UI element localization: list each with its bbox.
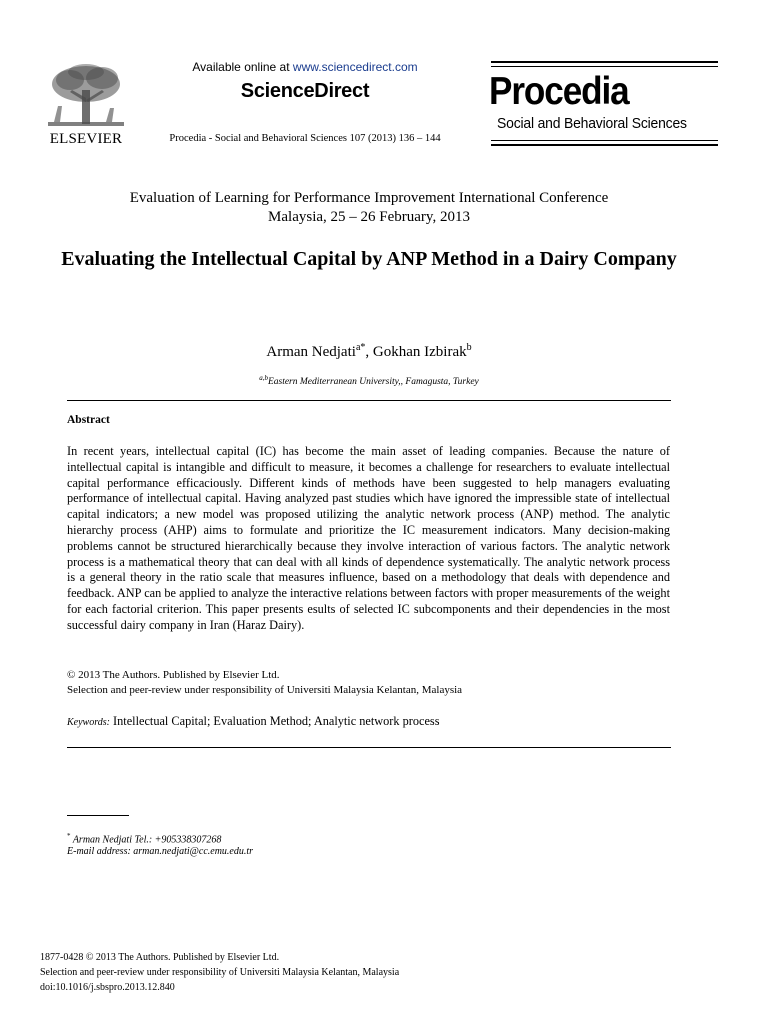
procedia-title: Procedia [489, 70, 629, 113]
footnote-email: E-mail address: arman.nedjati@cc.emu.edu.tr [67, 846, 254, 857]
abstract-rule-top [67, 400, 671, 401]
sciencedirect-brand: ScienceDirect [240, 80, 370, 102]
authors [0, 342, 738, 361]
sciencedirect-link[interactable]: www.sciencedirect.com [292, 60, 418, 74]
footnote-contact [67, 832, 221, 845]
abstract-heading: Abstract [67, 414, 110, 426]
affiliation-text: Eastern Mediterranean University,, Famagusta, Turkey [267, 377, 479, 388]
elsevier-wordmark: ELSEVIER [49, 131, 123, 147]
author-2: Gokhan Izbirak [372, 344, 467, 360]
paper-title: Evaluating the Intellectual Capital by ANP Method in a Dairy Company [61, 248, 677, 270]
keywords-label: Keywords: [67, 717, 110, 728]
footer-peer-review: Selection and peer-review under responsibility of Universiti Malaysia Kelantan, Malaysia [40, 967, 400, 978]
procedia-rule-bottom [491, 144, 718, 146]
affiliation-marker: a,b [259, 374, 268, 382]
conference-location-date: Malaysia, 25 – 26 February, 2013 [268, 209, 470, 225]
procedia-rule-bottom-thin [491, 140, 718, 141]
footer-issn: 1877-0428 © 2013 The Authors. Published by Elsevier Ltd. [40, 952, 280, 963]
journal-reference: Procedia - Social and Behavioral Sciences 107 (2013) 136 – 144 [169, 133, 441, 144]
peer-review-line: Selection and peer-review under responsibility of Universiti Malaysia Kelantan, Malaysia [67, 684, 463, 696]
procedia-rule-top [491, 61, 718, 63]
keywords-text: Intellectual Capital; Evaluation Method; Analytic network process [109, 714, 440, 728]
abstract-body: In recent years, intellectual capital (IC) has become the main asset of leading companies. Because the nature of intellectual capital is intangible and difficult to measure, it becomes a challenge for researchers to evaluate intellectual capital performance efficaciously. Different kinds of methods have been suggested to help managers evaluating performance of intellectual capital. Having analyzed past studies which have ignored the impressible state of intellectual capital indicators; a new model was proposed utilizing the analytic network process (ANP) method. The analytic hierarchy process (AHP) aims to formulate and prioritize the IC measurement indicators. Many decision-making problems cannot be structured hierarchically because they involve interaction of various factors. The analytic network process is a mathematical theory that can deal with all kinds of dependence systematically. The analytic network process is a general theory in the ratio scale that measures influence, based on a methodology that deals with dependence and feedback. ANP can be applied to analyze the interactive relations between factors with proper measurements of the weight for each factorial criterion. This paper presents esults of selected IC subcomponents and their dependencies in the most successful dairy company in Iran (Haraz Dairy). [67, 444, 670, 632]
author-1: Arman Nedjati [266, 344, 356, 360]
copyright-line: © 2013 The Authors. Published by Elsevier Ltd. [67, 669, 280, 681]
conference-name: Evaluation of Learning for Performance Improvement International Conference [129, 190, 609, 206]
footnote-rule [67, 815, 129, 816]
footer-doi[interactable]: doi:10.1016/j.sbspro.2013.12.840 [40, 982, 175, 993]
author-1-marker: a* [355, 342, 366, 353]
abstract-rule-bottom [67, 747, 671, 748]
author-separator: , [365, 344, 373, 360]
affiliation [0, 374, 738, 387]
author-2-marker: b [466, 342, 472, 353]
available-online-text [150, 60, 460, 74]
keywords [67, 714, 440, 729]
footnote-marker: * [67, 832, 71, 840]
procedia-subtitle: Social and Behavioral Sciences [497, 115, 687, 132]
available-prefix: Available online at [192, 60, 293, 74]
footnote-contact-text: Arman Nedjati Tel.: +905338307268 [70, 834, 222, 846]
procedia-rule-top-thin [491, 66, 718, 67]
